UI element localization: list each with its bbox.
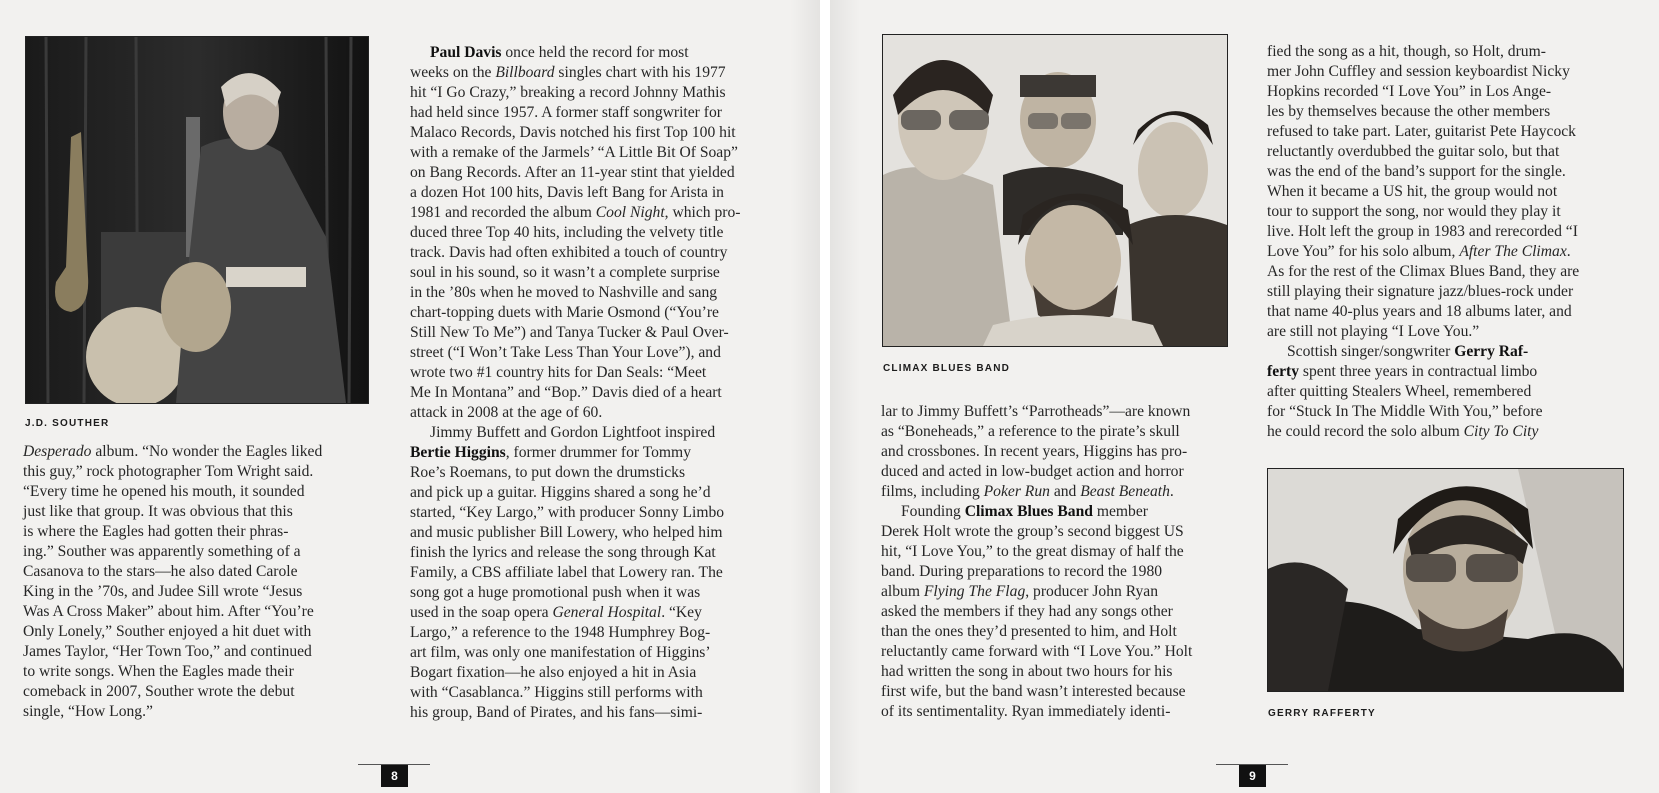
text-line: a dozen Hot 100 hits, Davis left Bang for Arista in bbox=[410, 184, 724, 201]
text-line: album Flying The Flag, producer John Ryan bbox=[881, 583, 1159, 600]
text-line: duced three Top 40 hits, including the velvety title bbox=[410, 224, 724, 241]
jd-souther-photo-image bbox=[26, 37, 368, 403]
text-line: films, including Poker Run and Beast Beneath. bbox=[881, 483, 1174, 500]
text-line: Only Lonely,” Souther enjoyed a hit duet with bbox=[23, 623, 312, 640]
text-line: hit “I Go Crazy,” breaking a record Johnny Mathis bbox=[410, 84, 726, 101]
text-line: track. Davis had often exhibited a touch of country bbox=[410, 244, 728, 261]
text-line: Roe’s Roemans, to put down the drumsticks bbox=[410, 464, 686, 481]
text-column-4 bbox=[1267, 42, 1579, 442]
text-line: band. During preparations to record the 1980 bbox=[881, 563, 1163, 580]
text-line: had written the song in about two hours for his bbox=[881, 663, 1173, 680]
text-line: as “Boneheads,” a reference to the pirate’s skull bbox=[881, 423, 1180, 440]
page-number: 8 bbox=[381, 765, 408, 787]
text-line: street (“I Won’t Take Less Than Your Love”), and bbox=[410, 344, 721, 361]
text-line: than the ones they’d presented to him, and Holt bbox=[881, 623, 1177, 640]
text-line: As for the rest of the Climax Blues Band, they are bbox=[1267, 263, 1580, 280]
text-line: had held since 1957. A former staff songwriter for bbox=[410, 104, 722, 121]
text-line: reluctantly came forward with “I Love You.” Holt bbox=[881, 643, 1193, 660]
photo-caption: GERRY RAFFERTY bbox=[1268, 708, 1376, 719]
text-line: first wife, but the band wasn’t interested because bbox=[881, 683, 1186, 700]
text-line: and crossbones. In recent years, Higgins has pro- bbox=[881, 443, 1188, 460]
text-line: attack in 2008 at the age of 60. bbox=[410, 404, 603, 421]
text-line: ferty spent three years in contractual limbo bbox=[1267, 363, 1538, 380]
text-line: Was A Cross Maker” about him. After “You’re bbox=[23, 603, 314, 620]
text-line: 1981 and recorded the album Cool Night, which pro- bbox=[410, 204, 741, 221]
text-line: and pick up a guitar. Higgins shared a song he’d bbox=[410, 484, 711, 501]
text-line: Casanova to the stars—he also dated Carole bbox=[23, 563, 298, 580]
text-line: of its sentimentality. Ryan immediately identi- bbox=[881, 703, 1171, 720]
text-line: was the end of the band’s support for the single. bbox=[1267, 163, 1566, 180]
text-line: in the ’80s when he moved to Nashville and sang bbox=[410, 284, 718, 301]
text-line: single, “How Long.” bbox=[23, 703, 153, 720]
text-line: his group, Band of Pirates, and his fans—simi- bbox=[410, 704, 703, 721]
text-line: Hopkins recorded “I Love You” in Los Ange- bbox=[1267, 83, 1552, 100]
text-line: song got a huge promotional push when it was bbox=[410, 584, 701, 601]
text-line: on Bang Records. After an 11-year stint that yielded bbox=[410, 164, 735, 181]
gerry-rafferty-photo-image bbox=[1268, 469, 1623, 691]
text-line: this guy,” rock photographer Tom Wright said. bbox=[23, 463, 314, 480]
text-line: he could record the solo album City To City bbox=[1267, 423, 1539, 440]
text-line: When it became a US hit, the group would not bbox=[1267, 183, 1558, 200]
text-line: Me In Montana” and “Bop.” Davis died of a heart bbox=[410, 384, 722, 401]
page-number: 9 bbox=[1239, 765, 1266, 787]
text-line: refused to take part. Later, guitarist Pete Haycock bbox=[1267, 123, 1576, 140]
text-line: is where the Eagles had gotten their phras- bbox=[23, 523, 289, 540]
photo-jd-souther bbox=[25, 36, 369, 404]
text-line: with “Casablanca.” Higgins still performs with bbox=[410, 684, 703, 701]
text-line: comeback in 2007, Souther wrote the debut bbox=[23, 683, 295, 700]
photo-caption: J.D. SOUTHER bbox=[25, 418, 110, 429]
text-line: Still New To Me”) and Tanya Tucker & Paul Over- bbox=[410, 324, 729, 341]
text-line: Jimmy Buffett and Gordon Lightfoot inspired bbox=[430, 424, 716, 441]
text-line: for “Stuck In The Middle With You,” before bbox=[1267, 403, 1543, 420]
text-line: King in the ’70s, and Judee Sill wrote “Jesus bbox=[23, 583, 303, 600]
text-line: reluctantly overdubbed the guitar solo, but that bbox=[1267, 143, 1560, 160]
text-line: duced and acted in low-budget action and horror bbox=[881, 463, 1184, 480]
text-line: art film, was only one manifestation of Higgins’ bbox=[410, 644, 711, 661]
climax-blues-band-photo-image bbox=[883, 35, 1227, 346]
text-line: les by themselves because the other members bbox=[1267, 103, 1551, 120]
text-line: just like that group. It was obvious that this bbox=[23, 503, 293, 520]
text-line: weeks on the Billboard singles chart with his 1977 bbox=[410, 64, 726, 81]
text-line: fied the song as a hit, though, so Holt, drum- bbox=[1267, 43, 1546, 60]
text-line: and music publisher Bill Lowery, who helped him bbox=[410, 524, 723, 541]
text-line: soul in his sound, so it wasn’t a complete surprise bbox=[410, 264, 720, 281]
text-line: Paul Davis once held the record for most bbox=[430, 44, 689, 61]
text-line: Love You” for his solo album, After The Climax. bbox=[1267, 243, 1571, 260]
text-line: mer John Cuffley and session keyboardist Nicky bbox=[1267, 63, 1570, 80]
text-line: live. Holt left the group in 1983 and rerecorded “I bbox=[1267, 223, 1578, 240]
text-line: finish the lyrics and release the song through Kat bbox=[410, 544, 716, 561]
right-page bbox=[830, 0, 1659, 793]
text-line: Bertie Higgins, former drummer for Tommy bbox=[410, 444, 691, 461]
text-line: lar to Jimmy Buffett’s “Parrotheads”—are known bbox=[881, 403, 1191, 420]
text-line: “Every time he opened his mouth, it sounded bbox=[23, 483, 305, 500]
text-line: asked the members if they had any songs other bbox=[881, 603, 1173, 620]
text-line: ing.” Souther was apparently something of a bbox=[23, 543, 301, 560]
text-column-3 bbox=[881, 402, 1192, 722]
text-line: wrote two #1 country hits for Dan Seals: “Meet bbox=[410, 364, 707, 381]
text-line: chart-topping duets with Marie Osmond (“You’re bbox=[410, 304, 719, 321]
photo-caption: CLIMAX BLUES BAND bbox=[883, 363, 1011, 374]
text-line: to write songs. When the Eagles made their bbox=[23, 663, 294, 680]
text-line: tour to support the song, nor would they play it bbox=[1267, 203, 1561, 220]
text-line: Founding Climax Blues Band member bbox=[901, 503, 1148, 520]
photo-gerry-rafferty bbox=[1267, 468, 1624, 692]
text-line: Scottish singer/songwriter Gerry Raf- bbox=[1287, 343, 1529, 360]
text-line: Malaco Records, Davis notched his first Top 100 hit bbox=[410, 124, 736, 141]
text-line: used in the soap opera General Hospital. “Key bbox=[410, 604, 702, 621]
text-line: Family, a CBS affiliate label that Lowery ran. The bbox=[410, 564, 723, 581]
text-column-2 bbox=[410, 43, 740, 723]
text-line: Derek Holt wrote the group’s second biggest US bbox=[881, 523, 1184, 540]
left-page bbox=[0, 0, 820, 793]
text-line: with a remake of the Jarmels’ “A Little Bit Of Soap” bbox=[410, 144, 738, 161]
text-line: Largo,” a reference to the 1948 Humphrey Bog- bbox=[410, 624, 711, 641]
photo-climax-blues-band bbox=[882, 34, 1228, 347]
text-column-1 bbox=[23, 442, 322, 722]
gutter-shadow bbox=[790, 0, 820, 793]
gutter-shadow bbox=[830, 0, 860, 793]
text-line: that name 40-plus years and 18 albums later, and bbox=[1267, 303, 1572, 320]
text-line: James Taylor, “Her Town Too,” and continued bbox=[23, 643, 312, 660]
text-line: still playing their signature jazz/blues-rock under bbox=[1267, 283, 1574, 300]
text-line: Desperado album. “No wonder the Eagles liked bbox=[23, 443, 323, 460]
text-line: after quitting Stealers Wheel, remembered bbox=[1267, 383, 1532, 400]
text-line: hit, “I Love You,” to the great dismay of half the bbox=[881, 543, 1184, 560]
text-line: started, “Key Largo,” with producer Sonny Limbo bbox=[410, 504, 725, 521]
text-line: Bogart fixation—he also enjoyed a hit in Asia bbox=[410, 664, 697, 681]
text-line: are still not playing “I Love You.” bbox=[1267, 323, 1480, 340]
